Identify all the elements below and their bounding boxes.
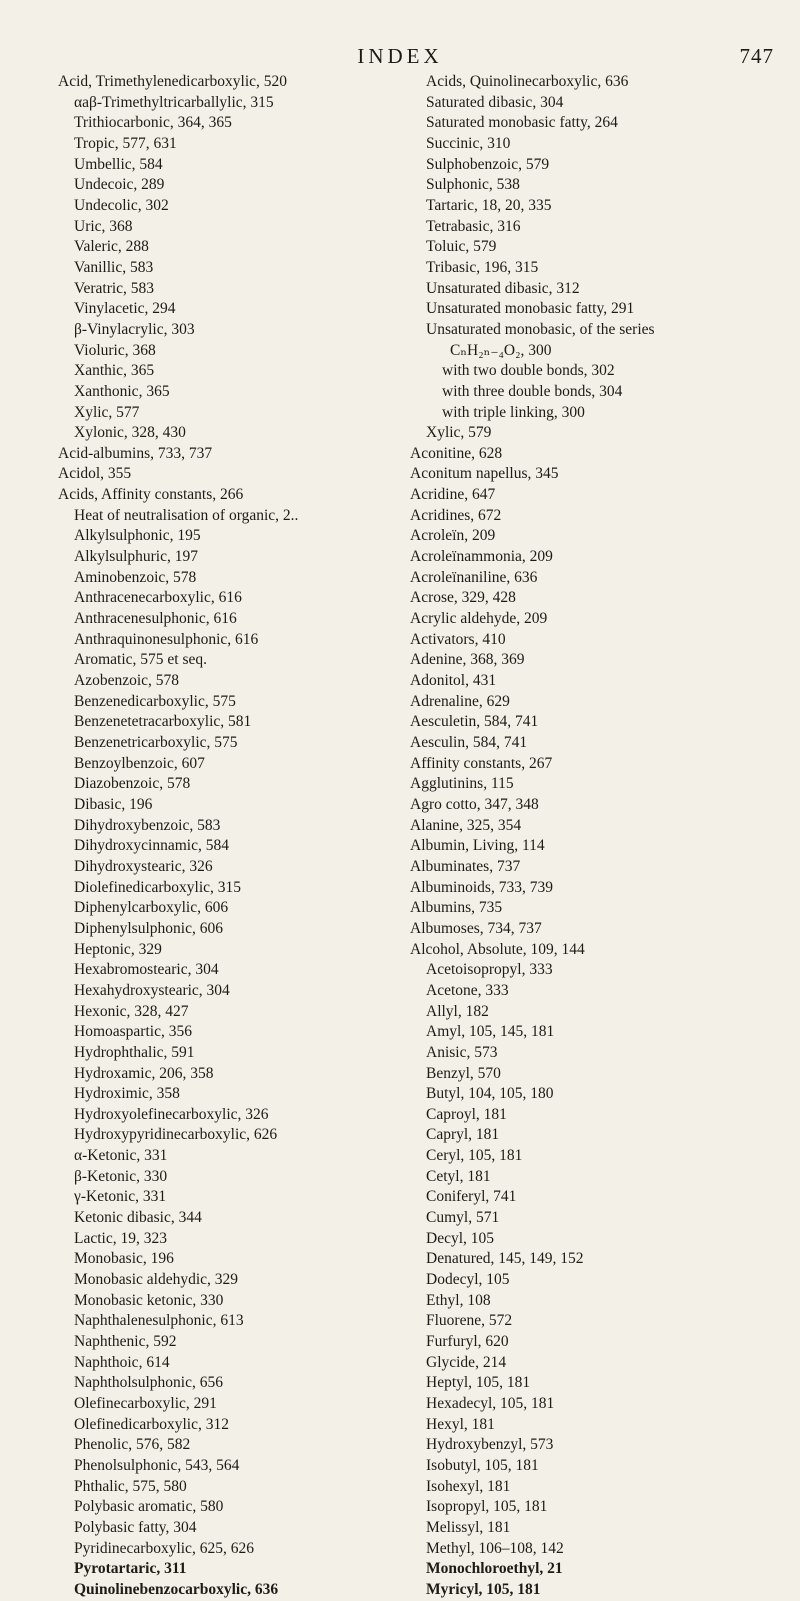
index-entry: Hexonic, 328, 427 [74, 1002, 189, 1020]
index-entry: Unsaturated monobasic, of the series [426, 320, 655, 338]
index-entry: Azobenzoic, 578 [74, 672, 180, 690]
index-entry: Hydrophthalic, 591 [74, 1043, 195, 1061]
index-entry: Acroleïnammonia, 209 [410, 548, 553, 566]
index-entry: Monobasic aldehydic, 329 [74, 1271, 239, 1289]
index-entry: Acid, Trimethylenedicarboxylic, 520 [58, 73, 288, 90]
index-entry: Hexadecyl, 105, 181 [426, 1395, 555, 1412]
index-entry: Allyl, 182 [426, 1002, 489, 1020]
index-entry: Saturated dibasic, 304 [426, 93, 564, 111]
index-entry: Xylic, 579 [426, 424, 492, 442]
index-entry: Phthalic, 575, 580 [74, 1477, 187, 1495]
index-entry: Affinity constants, 267 [410, 754, 553, 772]
index-entry: Saturated monobasic fatty, 264 [426, 114, 618, 132]
index-column-left [58, 72, 388, 1601]
index-entry: Acids, Affinity constants, 266 [58, 486, 244, 504]
index-entry: Vinylacetic, 294 [74, 300, 176, 318]
index-entry: Trithiocarbonic, 364, 365 [74, 114, 232, 132]
index-entry: Adrenaline, 629 [410, 692, 510, 710]
running-head: INDEX [357, 44, 443, 68]
index-entry: Myricyl, 105, 181 [426, 1580, 541, 1598]
index-entry: Monobasic, 196 [74, 1250, 174, 1268]
index-entry: Olefinecarboxylic, 291 [74, 1395, 217, 1412]
index-entry: Agro cotto, 347, 348 [410, 795, 539, 813]
index-entry: Ethyl, 108 [426, 1291, 491, 1309]
index-entry: Acrose, 329, 428 [410, 589, 516, 607]
index-entry: Hydroxamic, 206, 358 [74, 1064, 214, 1082]
index-entry: Hydroxypyridinecarboxylic, 626 [74, 1126, 278, 1144]
index-entry: Olefinedicarboxylic, 312 [74, 1415, 229, 1433]
index-entry: Acidol, 355 [58, 465, 132, 483]
index-entry: Acridine, 647 [410, 486, 496, 504]
index-entry: Acroleïnaniline, 636 [410, 568, 538, 586]
index-entry: Acetone, 333 [426, 981, 509, 999]
index-entry: Isohexyl, 181 [426, 1477, 511, 1495]
index-entry: Benzenetricarboxylic, 575 [74, 734, 238, 751]
index-entry: Ketonic dibasic, 344 [74, 1209, 202, 1227]
index-entry: Albuminates, 737 [410, 857, 521, 875]
index-entry: Phenolic, 576, 582 [74, 1436, 191, 1454]
index-entry: Albumoses, 734, 737 [410, 919, 542, 937]
index-entry: Pyrotartaric, 311 [74, 1560, 187, 1578]
index-entry: Polybasic fatty, 304 [74, 1518, 197, 1536]
index-entry: Aconitine, 628 [410, 444, 503, 462]
index-entry: Tartaric, 18, 20, 335 [426, 196, 552, 214]
index-entry: Alanine, 325, 354 [410, 816, 522, 834]
index-entry: Diolefinedicarboxylic, 315 [74, 878, 242, 896]
index-entry: Benzoylbenzoic, 607 [74, 754, 205, 772]
index-entry: Furfuryl, 620 [426, 1333, 509, 1351]
index-entry: Sulphonic, 538 [426, 176, 520, 194]
index-entry: Albumins, 735 [410, 899, 503, 917]
index-entry: Benzenetetracarboxylic, 581 [74, 713, 252, 731]
index-entry: Hexyl, 181 [426, 1415, 495, 1433]
index-entry: Succinic, 310 [426, 134, 511, 152]
index-entry: Sulphobenzoic, 579 [426, 155, 550, 173]
index-entry: Anisic, 573 [426, 1043, 498, 1061]
index-entry: Aesculin, 584, 741 [410, 734, 528, 751]
index-entry: Monobasic ketonic, 330 [74, 1291, 224, 1309]
index-entry: Diphenylsulphonic, 606 [74, 919, 223, 937]
index-entry: Naphtholsulphonic, 656 [74, 1374, 223, 1392]
index-entry: Coniferyl, 741 [426, 1188, 517, 1206]
index-entry: Hydroximic, 358 [74, 1085, 180, 1103]
index-entry: β-Ketonic, 330 [74, 1167, 168, 1185]
index-entry: Acids, Quinolinecarboxylic, 636 [426, 73, 629, 90]
index-entry: Dihydroxycinnamic, 584 [74, 837, 229, 855]
index-entry: Albuminoids, 733, 739 [410, 878, 553, 896]
index-column-right [410, 72, 800, 1601]
index-entry: Anthraquinonesulphonic, 616 [74, 630, 259, 648]
index-entry: β-Vinylacrylic, 303 [74, 320, 195, 338]
index-entry: Capryl, 181 [426, 1126, 500, 1144]
index-entry: Cumyl, 571 [426, 1209, 500, 1227]
index-entry: Uric, 368 [74, 217, 133, 235]
index-entry: Diazobenzoic, 578 [74, 775, 191, 793]
index-entry: Hydroxybenzyl, 573 [426, 1436, 554, 1454]
index-entry: Naphthalenesulphonic, 613 [74, 1312, 244, 1330]
index-entry: Dibasic, 196 [74, 795, 153, 813]
index-entry: Pyridinecarboxylic, 625, 626 [74, 1539, 254, 1557]
index-entry: Hexabromostearic, 304 [74, 961, 219, 979]
index-entry: Polybasic aromatic, 580 [74, 1498, 224, 1516]
index-entry: Aconitum napellus, 345 [410, 465, 559, 483]
index-entry: Lactic, 19, 323 [74, 1229, 167, 1247]
index-entry: Amyl, 105, 145, 181 [426, 1023, 555, 1041]
index-entry: Aromatic, 575 et seq. [74, 651, 208, 669]
index-entry: Albumin, Living, 114 [410, 837, 545, 855]
index-entry: Phenolsulphonic, 543, 564 [74, 1456, 240, 1474]
index-entry: Tropic, 577, 631 [74, 134, 177, 152]
index-entry: Alkylsulphuric, 197 [74, 548, 198, 566]
page-number: 747 [739, 44, 774, 68]
index-entry: Acridines, 672 [410, 506, 502, 524]
index-entry: Dihydroxybenzoic, 583 [74, 816, 221, 834]
index-entry: Violuric, 368 [74, 341, 156, 359]
index-entry: Benzyl, 570 [426, 1064, 501, 1082]
index-entry: γ-Ketonic, 331 [74, 1188, 167, 1206]
index-entry: Agglutinins, 115 [410, 775, 514, 793]
index-entry: Acid-albumins, 733, 737 [58, 444, 213, 462]
index-entry: αaβ-Trimethyltricarballylic, 315 [74, 93, 274, 111]
index-entry: Benzenedicarboxylic, 575 [74, 692, 236, 710]
index-entry: Activators, 410 [410, 630, 506, 648]
index-entry: Melissyl, 181 [426, 1518, 511, 1536]
index-entry: Xanthonic, 365 [74, 382, 170, 400]
index-entry: Valeric, 288 [74, 238, 149, 256]
index-entry: Glycide, 214 [426, 1353, 507, 1371]
index-entry: α-Ketonic, 331 [74, 1147, 168, 1165]
index-entry: Adenine, 368, 369 [410, 651, 525, 669]
index-entry: Unsaturated monobasic fatty, 291 [426, 300, 635, 318]
index-entry: Tetrabasic, 316 [426, 217, 521, 235]
index-entry: with three double bonds, 304 [442, 382, 623, 400]
index-entry: Anthracenecarboxylic, 616 [74, 589, 242, 607]
index-entry: Heptyl, 105, 181 [426, 1374, 531, 1392]
index-entry: Quinolinebenzocarboxylic, 636 [74, 1580, 279, 1598]
index-entry: Monochloroethyl, 21 [426, 1560, 563, 1578]
index-entry: Butyl, 104, 105, 180 [426, 1085, 554, 1103]
index-entry: Acrylic aldehyde, 209 [410, 610, 548, 628]
index-entry: Naphthenic, 592 [74, 1333, 177, 1351]
index-entry: Xylic, 577 [74, 403, 140, 421]
index-entry: Toluic, 579 [426, 238, 497, 256]
index-entry: Unsaturated dibasic, 312 [426, 279, 580, 297]
index-entry: Aminobenzoic, 578 [74, 568, 197, 586]
index-entry: Caproyl, 181 [426, 1105, 507, 1123]
index-entry: Acroleïn, 209 [410, 527, 496, 545]
index-entry: Ceryl, 105, 181 [426, 1147, 523, 1165]
index-entry: Fluorene, 572 [426, 1312, 513, 1330]
index-entry: Denatured, 145, 149, 152 [426, 1250, 584, 1268]
index-entry: Decyl, 105 [426, 1229, 495, 1247]
index-entry: Heptonic, 329 [74, 940, 162, 958]
index-entry: Anthracenesulphonic, 616 [74, 610, 237, 628]
index-entry: Alkylsulphonic, 195 [74, 527, 201, 545]
index-entry: Undecolic, 302 [74, 196, 169, 214]
index-entry: Veratric, 583 [74, 279, 155, 297]
index-entry: Tribasic, 196, 315 [426, 258, 539, 276]
index-entry: Vanillic, 583 [74, 258, 154, 276]
index-entry: Undecoic, 289 [74, 176, 165, 194]
index-entry: Dihydroxystearic, 326 [74, 857, 213, 875]
index-entry: Naphthoic, 614 [74, 1353, 170, 1371]
index-entry: Aesculetin, 584, 741 [410, 713, 539, 731]
index-entry: with two double bonds, 302 [442, 362, 615, 380]
index-entry: Cetyl, 181 [426, 1167, 491, 1185]
index-entry: CₙH₂ₙ₋₄O₂, 300 [450, 341, 552, 359]
index-entry: Hydroxyolefinecarboxylic, 326 [74, 1105, 269, 1123]
index-entry: Umbellic, 584 [74, 155, 163, 173]
index-entry: Methyl, 106–108, 142 [426, 1539, 564, 1557]
index-entry: Isobutyl, 105, 181 [426, 1456, 539, 1474]
index-entry: Dodecyl, 105 [426, 1271, 510, 1289]
index-entry: Xanthic, 365 [74, 362, 155, 380]
index-entry: Adonitol, 431 [410, 672, 497, 690]
index-entry: Alcohol, Absolute, 109, 144 [410, 940, 585, 958]
index-entry: Acetoisopropyl, 333 [426, 961, 553, 979]
index-entry: Isopropyl, 105, 181 [426, 1498, 548, 1516]
index-entry: Heat of neutralisation of organic, 2.. [74, 506, 299, 524]
index-entry: Xylonic, 328, 430 [74, 424, 186, 442]
index-entry: Homoaspartic, 356 [74, 1023, 192, 1041]
index-entry: Hexahydroxystearic, 304 [74, 981, 230, 999]
index-entry: with triple linking, 300 [442, 403, 585, 421]
index-entry: Diphenylcarboxylic, 606 [74, 899, 229, 917]
